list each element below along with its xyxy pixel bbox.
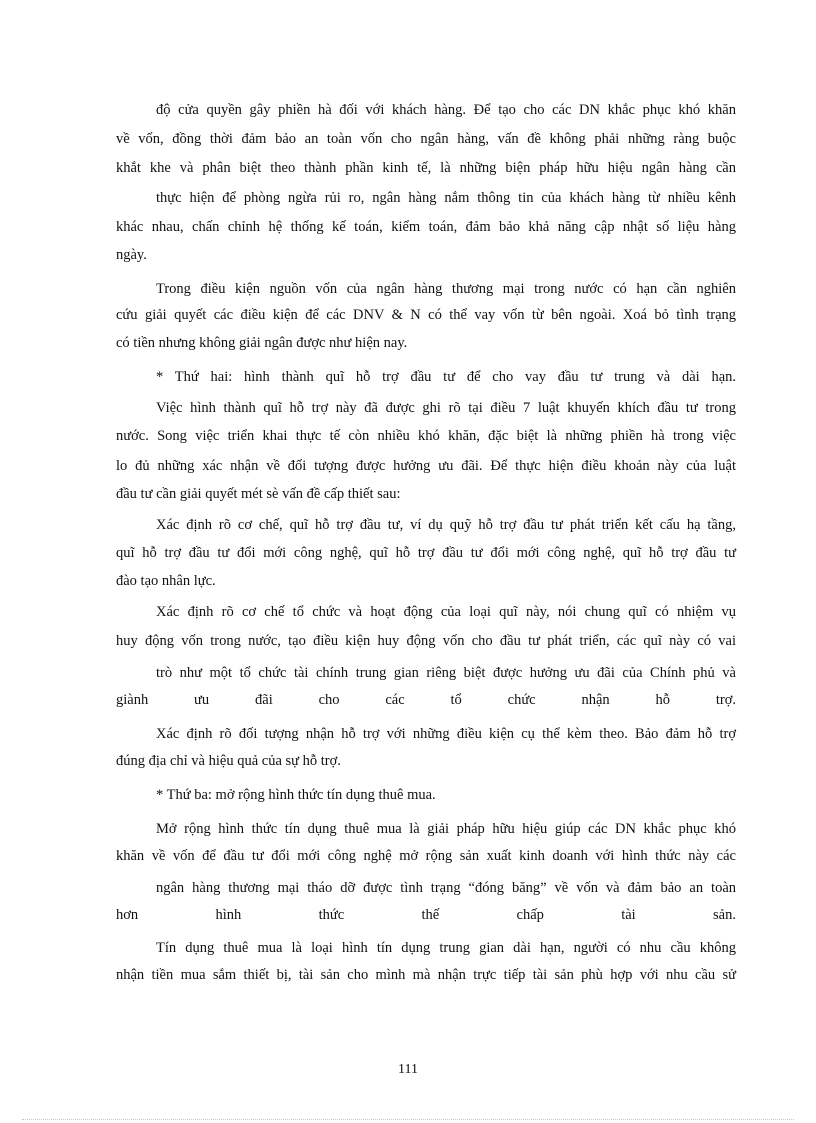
- text-line: khắt khe và phân biệt theo thành phần kinh tế, là những biện pháp hữu hiệu ngân hàng cần: [116, 160, 736, 176]
- text-line: đúng địa chỉ và hiệu quả của sự hỗ trợ.: [116, 753, 341, 769]
- text-line: giành ưu đãi cho các tổ chức nhận hỗ trợ.: [116, 692, 736, 708]
- text-line: Tín dụng thuê mua là loại hình tín dụng trung gian dài hạn, người có nhu cầu không: [156, 940, 736, 956]
- text-line: cứu giải quyết các điều kiện để các DNV & N có thể vay vốn từ bên ngoài. Xoá bỏ tình trạng: [116, 307, 736, 323]
- text-line: hơn hình thức thế chấp tài sản.: [116, 907, 736, 923]
- text-line: huy động vốn trong nước, tạo điều kiện huy động vốn cho đầu tư phát triển, các quĩ này có vai: [116, 633, 736, 649]
- text-line: nước. Song việc triển khai thực tế còn nhiều khó khăn, đặc biệt là những phiền hà trong việc: [116, 428, 736, 444]
- text-line: khăn về vốn để đầu tư đổi mới công nghệ mở rộng sản xuất kinh doanh với hình thức này các: [116, 848, 736, 864]
- text-line: Xác định rõ cơ chế, quĩ hỗ trợ đầu tư, ví dụ quỹ hỗ trợ đầu tư phát triển kết cấu hạ tầng,: [156, 517, 736, 533]
- text-line: Mở rộng hình thức tín dụng thuê mua là giải pháp hữu hiệu giúp các DN khắc phục khó: [156, 821, 736, 837]
- text-line: thực hiện để phòng ngừa rủi ro, ngân hàng nắm thông tin của khách hàng từ nhiều kênh: [156, 190, 736, 206]
- section-heading: * Thứ hai: hình thành quĩ hỗ trợ đầu tư để cho vay đầu tư trung và dài hạn.: [156, 369, 736, 385]
- page-bottom-border: [22, 1119, 794, 1120]
- text-line: về vốn, đồng thời đảm bảo an toàn vốn cho ngân hàng, vấn đề không phải những ràng buộc: [116, 131, 736, 147]
- text-line: Xác định rõ đối tượng nhận hỗ trợ với những điều kiện cụ thể kèm theo. Bảo đảm hỗ trợ: [156, 726, 736, 742]
- text-line: ngân hàng thương mại tháo dỡ được tình trạng “đóng băng” về vốn và đảm bảo an toàn: [156, 880, 736, 896]
- text-line: Trong điều kiện nguồn vốn của ngân hàng thương mại trong nước có hạn cần nghiên: [156, 281, 736, 297]
- text-line: ngày.: [116, 247, 147, 263]
- text-line: khác nhau, chấn chỉnh hệ thống kế toán, kiểm toán, đảm bảo khả năng cập nhật số liệu hàng: [116, 219, 736, 235]
- text-line: Việc hình thành quĩ hỗ trợ này đã được ghi rõ tại điều 7 luật khuyến khích đầu tư trong: [156, 400, 736, 416]
- text-line: đào tạo nhân lực.: [116, 573, 216, 589]
- text-line: lo đủ những xác nhận về đối tượng được hưởng ưu đãi. Để thực hiện điều khoản này của luật: [116, 458, 736, 474]
- text-line: nhận tiền mua sắm thiết bị, tài sản cho mình mà nhận trực tiếp tài sản phù hợp với nhu cầu sử: [116, 967, 736, 983]
- text-line: độ cửa quyền gây phiền hà đối với khách hàng. Để tạo cho các DN khắc phục khó khăn: [156, 102, 736, 118]
- text-line: có tiền nhưng không giải ngân được như hiện nay.: [116, 335, 408, 351]
- section-heading: * Thứ ba: mở rộng hình thức tín dụng thuê mua.: [156, 787, 436, 803]
- text-line: đầu tư cần giải quyết mét sè vấn đề cấp thiết sau:: [116, 486, 401, 502]
- page-number: 111: [398, 1062, 418, 1077]
- text-line: trò như một tổ chức tài chính trung gian riêng biệt được hưởng ưu đãi của Chính phủ và: [156, 665, 736, 681]
- text-line: Xác định rõ cơ chế tổ chức và hoạt động của loại quĩ này, nói chung quĩ có nhiệm vụ: [156, 604, 736, 620]
- text-line: quĩ hỗ trợ đầu tư đổi mới công nghệ, quĩ hỗ trợ đầu tư đổi mới công nghệ, quĩ hỗ trợ đầu tư: [116, 545, 736, 561]
